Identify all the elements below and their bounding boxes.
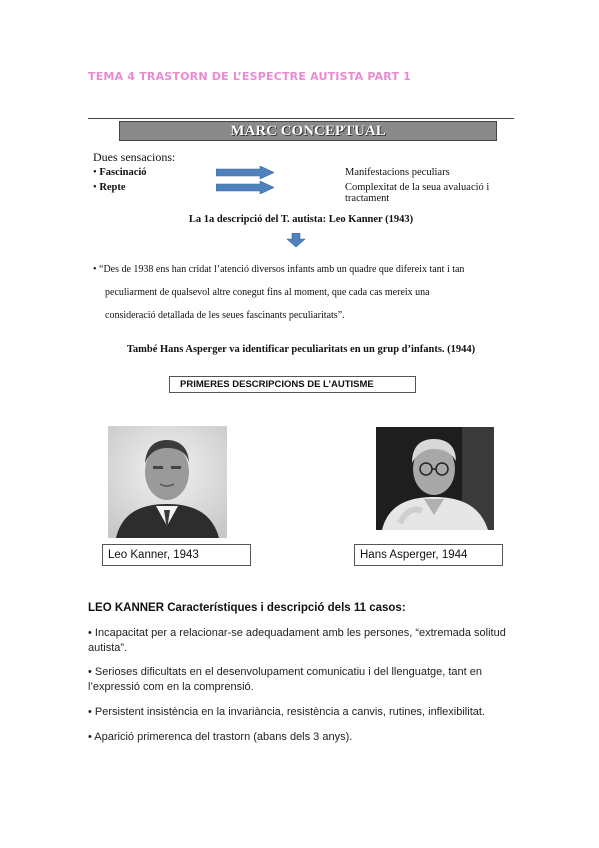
document-title: TEMA 4 TRASTORN DE L’ESPECTRE AUTISTA PART 1 (88, 70, 412, 83)
hans-asperger-photo (376, 427, 494, 530)
caption-hans-asperger: Hans Asperger, 1944 (354, 544, 503, 566)
list-item: • Persistent insistència en la invariància, resistència a canvis, rutines, inflexibilitat. (88, 706, 485, 718)
quote-line: • “Des de 1938 ens han cridat l’atenció diversos infants amb un quadre que difereix tant i tan (93, 264, 465, 275)
row-description: Manifestacions peculiars (345, 167, 450, 178)
list-item: • Incapacitat per a relacionar-se adequadament amb les persones, “extremada solitud autista”. (88, 627, 506, 654)
asperger-line: També Hans Asperger va identificar peculiaritats en un grup d’infants. (1944) (126, 344, 476, 355)
list-item: • Serioses dificultats en el desenvolupament comunicatiu i del llenguatge, tant en l’expressió com en la comprensió. (88, 666, 482, 693)
leo-kanner-photo (108, 426, 227, 538)
slide-banner: MARC CONCEPTUAL (119, 121, 497, 141)
row-description: Complexitat de la seua avaluació i tractament (345, 182, 490, 204)
down-arrow-icon (286, 233, 306, 247)
right-arrow-icon (216, 166, 274, 179)
row-label: Fascinació (99, 167, 147, 178)
quote-line: consideració detallada de les seues fascinants peculiaritats”. (105, 310, 345, 321)
list-item: • Aparició primerenca del trastorn (abans dels 3 anys). (88, 731, 353, 743)
bullet: • (93, 182, 97, 193)
kanner-quote (93, 258, 513, 327)
bullet: • (93, 167, 97, 178)
intro-text: Dues sensacions: (93, 150, 176, 164)
right-arrow-icon (216, 181, 274, 194)
kanner-heading: La 1a descripció del T. autista: Leo Kanner (1943) (188, 214, 414, 225)
divider (88, 118, 514, 119)
primeres-descripcions-heading: PRIMERES DESCRIPCIONS DE L’AUTISME (169, 376, 416, 393)
caption-leo-kanner: Leo Kanner, 1943 (102, 544, 251, 566)
bullet-row-repte (93, 182, 126, 193)
bullet-row-fascinacio (93, 167, 147, 178)
row-label: Repte (99, 182, 126, 193)
quote-line: peculiarment de qualsevol altre conegut fins al moment, que cada cas mereix una (105, 287, 430, 298)
slide-marc-conceptual (88, 118, 514, 366)
section-heading: LEO KANNER Característiques i descripció dels 11 casos: (88, 602, 406, 614)
